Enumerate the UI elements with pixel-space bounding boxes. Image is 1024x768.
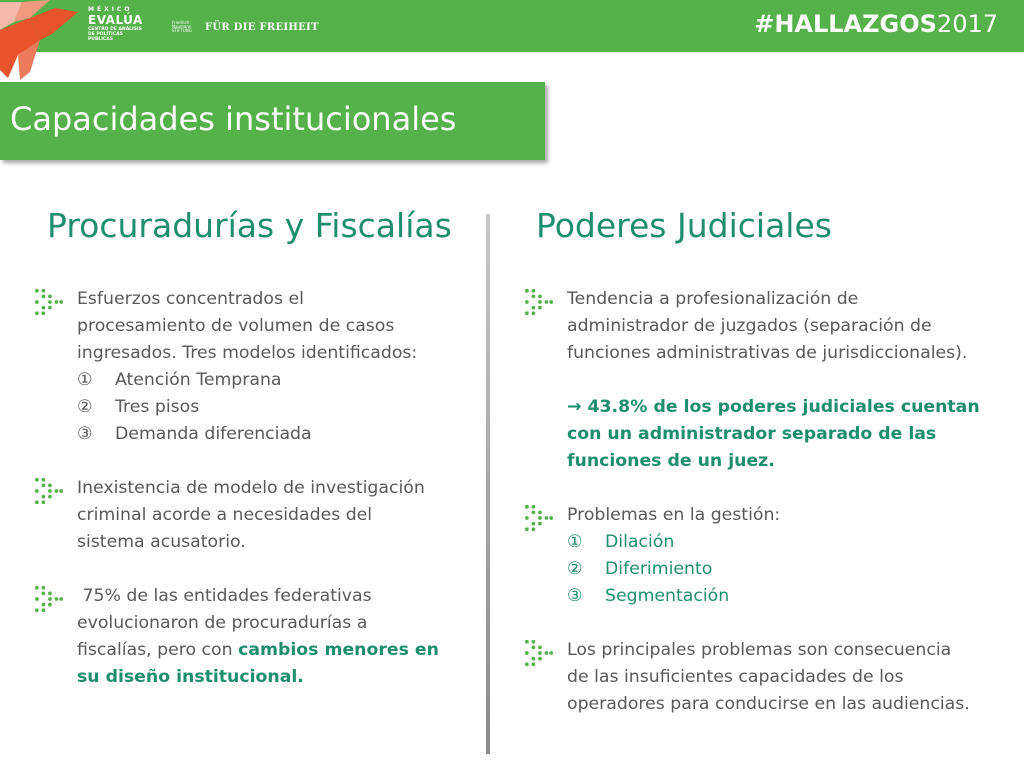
circled-number: ③ — [77, 424, 93, 444]
left-b3-line-1: 75% de las entidades federativas — [77, 586, 372, 606]
left-b3-line-3 — [77, 637, 454, 664]
right-b1-line-3: funciones administrativas de jurisdiccionales). — [567, 343, 968, 363]
dotted-arrow-bullet-icon — [524, 639, 554, 667]
left-b3-bold-1: cambios menores en — [238, 640, 439, 660]
left-b2-line-1: Inexistencia de modelo de investigación — [77, 478, 425, 498]
column-divider — [486, 214, 490, 754]
left-b3-line-2: evolucionaron de procuradurías a — [77, 613, 368, 633]
right-b2-item-2 — [567, 556, 994, 583]
circled-number: ① — [77, 370, 93, 390]
left-bullet-2 — [34, 475, 454, 556]
left-b1-item-1 — [77, 367, 454, 394]
evalua-logo-icon — [0, 0, 90, 80]
left-b3-plain: fiscalías, pero con — [77, 640, 239, 660]
left-bullet-3 — [34, 583, 454, 691]
right-heading: Poderes Judiciales — [536, 206, 832, 245]
dotted-arrow-bullet-icon — [34, 288, 64, 316]
right-b1-highlight-3: funciones de un juez. — [567, 451, 775, 471]
right-b3-line-2: de las insuficientes capacidades de los — [567, 667, 904, 687]
hashtag — [754, 10, 998, 38]
left-b1-line-3: ingresados. Tres modelos identificados: — [77, 343, 418, 363]
dotted-arrow-bullet-icon — [34, 585, 64, 613]
hashtag-year: 2017 — [936, 10, 998, 38]
item-label: Demanda diferenciada — [115, 424, 312, 444]
evalua-brand — [88, 6, 148, 42]
right-b1-line-2: administrador de juzgados (separación de — [567, 316, 932, 336]
left-b1-line-2: procesamiento de volumen de casos — [77, 316, 395, 336]
right-bullet-2 — [524, 502, 994, 610]
left-b2-line-3: sistema acusatorio. — [77, 532, 246, 552]
right-b1-line-1: Tendencia a profesionalización de — [567, 289, 859, 309]
right-b2-item-1 — [567, 529, 994, 556]
right-bullet-3 — [524, 637, 994, 718]
right-b2-item-3 — [567, 583, 994, 610]
right-b2-line: Problemas en la gestión: — [567, 505, 781, 525]
brand-country: MÉXICO — [88, 6, 133, 13]
left-b1-item-2 — [77, 394, 454, 421]
partner-logo — [172, 21, 319, 33]
brand-sub-line-2: DE POLÍTICAS PÚBLICAS — [88, 32, 123, 42]
partner-small-text: Friedrich Naumann STIFTUNG — [172, 20, 192, 33]
brand-name: EVALÚA — [88, 13, 143, 27]
item-label: Segmentación — [605, 586, 730, 606]
item-label: Tres pisos — [115, 397, 200, 417]
slide-title: Capacidades institucionales — [10, 100, 457, 138]
left-b1-line-1: Esfuerzos concentrados el — [77, 289, 304, 309]
dotted-arrow-bullet-icon — [524, 288, 554, 316]
circled-number: ② — [567, 559, 583, 579]
partner-name: FÜR DIE FREIHEIT — [205, 21, 319, 33]
item-label: Diferimiento — [605, 559, 713, 579]
right-arrow-icon: → — [567, 397, 582, 417]
circled-number: ③ — [567, 586, 583, 606]
left-column — [34, 286, 454, 691]
left-b3-bold-2: su diseño institucional. — [77, 667, 304, 687]
hashtag-main: #HALLAZGOS — [754, 10, 937, 38]
right-b3-line-1: Los principales problemas son consecuencia — [567, 640, 952, 660]
item-label: Dilación — [605, 532, 675, 552]
left-heading: Procuradurías y Fiscalías — [47, 206, 452, 245]
right-b1-highlight-2: con un administrador separado de las — [567, 424, 937, 444]
item-label: Atención Temprana — [115, 370, 282, 390]
left-b2-line-2: criminal acorde a necesidades del — [77, 505, 373, 525]
circled-number: ② — [77, 397, 93, 417]
dotted-arrow-bullet-icon — [524, 504, 554, 532]
left-bullet-1 — [34, 286, 454, 448]
dotted-arrow-bullet-icon — [34, 477, 64, 505]
right-b1-highlight-1 — [567, 394, 994, 421]
highlight-text: 43.8% de los poderes judiciales cuentan — [581, 397, 980, 417]
right-b3-line-3: operadores para conducirse en las audiencias. — [567, 694, 970, 714]
circled-number: ① — [567, 532, 583, 552]
left-b1-item-3 — [77, 421, 454, 448]
right-column — [524, 286, 994, 718]
right-bullet-1 — [524, 286, 994, 475]
brand-sub-line-1: CENTRO DE ANÁLISIS — [88, 27, 142, 32]
